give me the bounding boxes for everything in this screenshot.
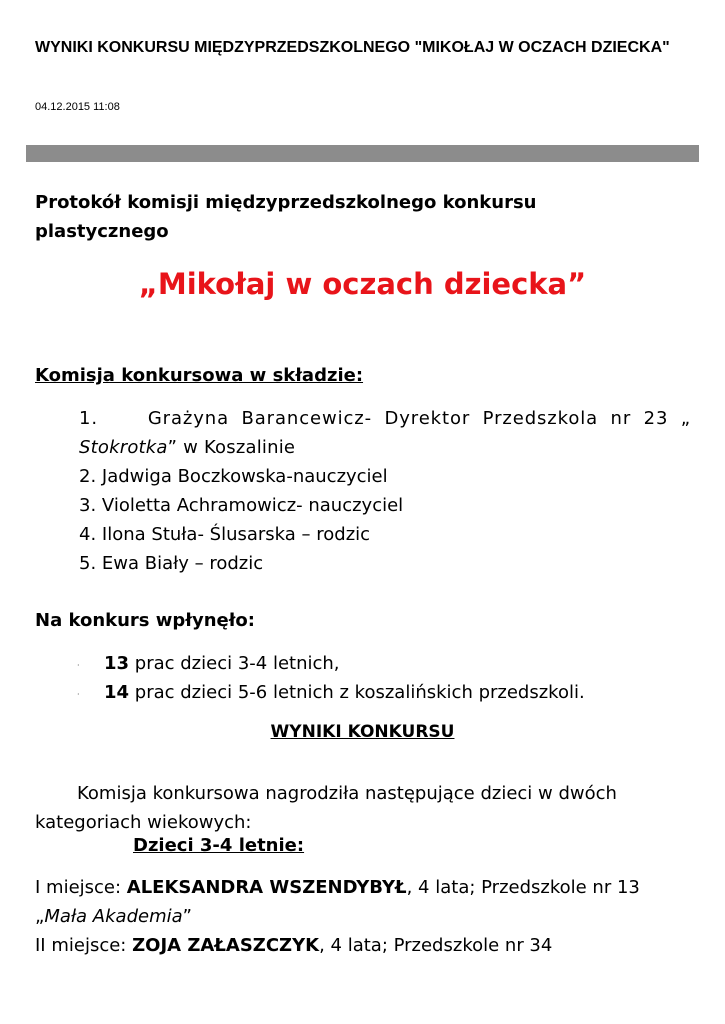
- submission-item: 13 prac dzieci 3-4 letnich,: [104, 653, 340, 674]
- bullet-icon: ·: [77, 661, 80, 670]
- article-title: WYNIKI KONKURSU MIĘDZYPRZEDSZKOLNEGO "MIKOŁAJ W OCZACH DZIECKA": [35, 39, 670, 56]
- submissions-heading: Na konkurs wpłynęło:: [35, 610, 255, 631]
- committee-member: 3. Violetta Achramowicz- nauczyciel: [79, 495, 404, 516]
- results-intro: Komisja konkursowa nagrodziła następujące dzieci w dwóch kategoriach wiekowych:: [35, 783, 617, 833]
- committee-member-cont: Stokrotka” w Koszalinie: [79, 437, 296, 458]
- committee-member: 5. Ewa Biały – rodzic: [79, 553, 264, 574]
- protocol-heading: Protokół komisji międzyprzedszkolnego konkursu plastycznego: [35, 192, 537, 242]
- committee-heading: Komisja konkursowa w składzie:: [35, 365, 364, 386]
- publish-date: 04.12.2015 11:08: [35, 101, 120, 113]
- committee-member: 2. Jadwiga Boczkowska-nauczyciel: [79, 466, 388, 487]
- contest-title: „Mikołaj w oczach dziecka”: [138, 267, 587, 301]
- committee-member: 1. Grażyna Barancewicz- Dyrektor Przedszkola nr 23 „: [79, 408, 691, 429]
- first-place: I miejsce: ALEKSANDRA WSZENDYBYŁ, 4 lata; Przedszkole nr 13 „Mała Akademia”: [35, 877, 640, 927]
- committee-member: 4. Ilona Stuła- Ślusarska – rodzic: [79, 524, 371, 545]
- submission-item: 14 prac dzieci 5-6 letnich z koszalińskich przedszkoli.: [104, 682, 585, 703]
- category-heading: Dzieci 3-4 letnie:: [133, 835, 305, 856]
- results-heading: WYNIKI KONKURSU: [270, 722, 455, 742]
- header-divider: [26, 145, 699, 162]
- bullet-icon: ·: [77, 690, 80, 699]
- second-place: II miejsce: ZOJA ZAŁASZCZYK, 4 lata; Przedszkole nr 34: [35, 935, 553, 956]
